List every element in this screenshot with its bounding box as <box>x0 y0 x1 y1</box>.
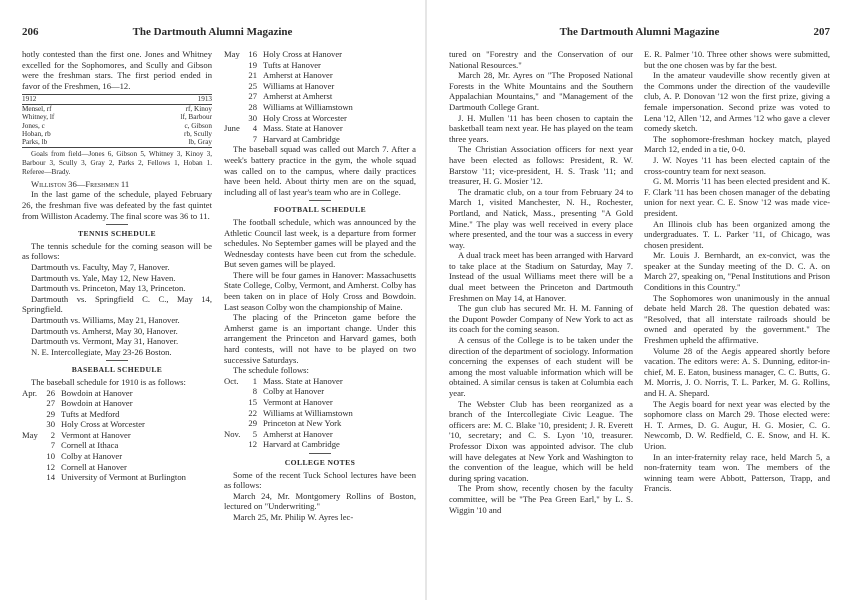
notes-paragraph: A census of the College is to be taken under the direction of the department of sociology. Information concerning the expenses of each student will be among the most valuable information which will be obtained. A similar census is taken at Columbia each year. <box>449 335 633 398</box>
right-column-1 <box>449 49 633 515</box>
baseball-intro: The baseball schedule for 1910 is as follows: <box>31 376 186 387</box>
notes-paragraph: G. M. Morris '11 has been elected president and K. F. Clark '11 has been chosen manager of the debating union for next year. C. E. Snow '12 was made vice-president. <box>644 176 830 218</box>
divider <box>309 200 331 201</box>
table-row: 28 Williams at Williamstown <box>248 101 353 112</box>
goals-summary: Goals from field—Jones 6, Gibson 5, Whitney 3, Kinoy 3, Barbour 3, Scully 3, Gray 2, Parks 2, Fellows 1, Hoban 1. Referee—Brady. <box>22 149 212 176</box>
tennis-item: Dartmouth vs. Williams, May 21, Hanover. <box>31 314 180 325</box>
right-page <box>427 0 852 600</box>
table-row: Whitney, lf lf, Barbour <box>22 113 212 122</box>
left-column-2 <box>224 49 416 523</box>
college-notes-paragraph: March 25, Mr. Philip W. Ayres lec- <box>233 511 354 522</box>
page-number-left: 206 <box>22 26 39 38</box>
table-row: 29 Princeton at New York <box>248 418 342 429</box>
basketball-intro: hotly contested than the first one. Jones and Whitney excelled for the Sophomores, and Scully and Gibson were the freshman stars. The first period ended in favor of the Freshmen, 16—12. <box>22 49 212 91</box>
notes-paragraph: A dual track meet has been arranged with Harvard to take place at the Stadium on Saturday, May 7. Instead of the usual Williams meet there will be a dual meet between the Princeton and Dartmouth Freshmen on May 14, at Hanover. <box>449 250 633 303</box>
table-row: May 2 Vermont at Hanover <box>22 429 131 440</box>
table-row: 15 Vermont at Hanover <box>248 397 333 407</box>
table-row: Jones, c c, Gibson <box>22 121 212 130</box>
table-row: 14 University of Vermont at Burlington <box>46 472 186 483</box>
running-head-right: The Dartmouth Alumni Magazine <box>559 26 720 38</box>
college-notes-paragraph: March 24, Mr. Montgomery Rollins of Boston, lectured on "Underwriting." <box>224 490 416 512</box>
tennis-item: N. E. Intercollegiate, May 23-26 Boston. <box>31 346 172 357</box>
notes-paragraph: The dramatic club, on a tour from February 24 to March 1, visited Manchester, N. H., Rochester, Portland, and Natick, Mass., presenting "A Gold Mine." The play was well received in every place where presented, and the tour was a success in every way. <box>449 186 633 250</box>
divider <box>309 453 331 454</box>
table-row: 30 Holy Cross at Worcester <box>248 112 347 123</box>
table-row: Parks, lb lb, Gray <box>22 138 212 147</box>
table-row: 21 Amherst at Hanover <box>248 70 333 81</box>
table-row: 19 Tufts at Hanover <box>248 59 321 70</box>
williston-paragraph: In the last game of the schedule, played February 26, the freshman five was defeated by the fast quintet from Williston Academy. The final score was 36 to 11. <box>22 189 212 221</box>
college-notes-heading: COLLEGE NOTES <box>284 457 356 467</box>
notes-paragraph: Volume 28 of the Aegis appeared shortly before vacation. The editors were: A. S. Dunning, editor-in-chief, M. E. Eaton, business manager, C. C. Butts, G. M. Morris, J. O. Norris, T. L. Parker, M. G. Rollins, and H. A. Shepard. <box>644 345 830 398</box>
table-row: May 16 Holy Cross at Hanover <box>224 49 343 59</box>
tennis-intro: The tennis schedule for the coming season will be as follows: <box>22 240 212 262</box>
baseball-squad-paragraph: The baseball squad was called out March 7. After a week's battery practice in the gym, the whole squad was called on to the campus, where daily practices have been held. About thirty men are on the squad, including all of last year's team who are in College. <box>224 144 416 197</box>
lineup-year-1912: 1912 <box>22 95 118 104</box>
football-paragraph: There will be four games in Hanover: Massachusetts State College, Colby, Vermont, and Amherst. Colby has been taken on in place of Holy Cross and Bowdoin. Last season Colby won the championship of Maine. <box>224 269 416 312</box>
left-page <box>0 0 425 600</box>
table-row: 10 Colby at Hanover <box>46 451 123 462</box>
lineup-year-1913: 1913 <box>118 95 212 104</box>
divider <box>106 224 128 225</box>
notes-paragraph: The Webster Club has been reorganized as a branch of the Intercollegiate Civic League. The officers are: M. C. Blake '10, president; J. R. Everett '10, secretary; and C. S. Lyon '10, treasurer. Professor Dixon was appointed advisor. The club will have delegates at New York and Washington to the convention of the league, which will be held during spring vacation. <box>449 398 633 483</box>
notes-paragraph: In an inter-fraternity relay race, held March 5, a non-fraternity team won. The members of the winning team were Abbott, Patterson, Trapp, and Francis. <box>644 451 830 494</box>
table-row: 7 Harvard at Cambridge <box>252 133 340 144</box>
tennis-item: Dartmouth vs. Faculty, May 7, Hanover. <box>31 261 170 272</box>
lineup-table <box>22 94 212 147</box>
table-row: 7 Cornell at Ithaca <box>50 440 119 451</box>
notes-paragraph: J. H. Mullen '11 has been chosen to captain the basketball team next year. He has played on the team three years. <box>449 112 633 144</box>
baseball-heading: BASEBALL SCHEDULE <box>71 365 163 375</box>
tennis-item: Dartmouth vs. Princeton, May 13, Princeton. <box>31 283 186 294</box>
notes-paragraph: The Prom show, recently chosen by the faculty committee, will be "The Pea Green Earl," by L. S. Wiggin '10 and <box>449 483 633 515</box>
table-row: 27 Amherst at Amherst <box>248 91 333 102</box>
notes-paragraph: In the amateur vaudeville show recently given at the Commons under the direction of the vaudeville club, A. P. Donovan '12 won the first prize, giving a female impersonation. Second prize was voted to Lena '12, Allen '12, and Armes '12 who gave a clever comedy sketch. <box>644 70 830 134</box>
notes-paragraph: March 28, Mr. Ayres on "The Proposed National Forests in the White Mountains and the Southern Appalachian Mountains," and "Management of the Dartmouth College Grant. <box>449 70 633 112</box>
tennis-item: Dartmouth vs. Amherst, May 30, Hanover. <box>31 325 178 336</box>
tennis-item: Dartmouth vs. Yale, May 12, New Haven. <box>31 272 176 283</box>
table-row: 30 Holy Cross at Worcester <box>46 419 145 430</box>
baseball-schedule-table <box>22 388 186 483</box>
table-row: Mensel, rf rf, Kinoy <box>22 104 212 113</box>
tennis-item: Dartmouth vs. Vermont, May 31, Hanover. <box>31 336 179 347</box>
notes-paragraph: J. W. Noyes '11 has been elected captain of the cross-country team for next season. <box>644 154 830 176</box>
notes-paragraph: tured on "Forestry and the Conservation of our National Resources." <box>449 49 633 70</box>
table-row: 8 Colby at Hanover <box>252 386 325 397</box>
table-row: June 4 Mass. State at Hanover <box>224 123 343 134</box>
table-row: Oct. 1 Mass. State at Hanover <box>224 375 343 386</box>
football-schedule-table <box>224 376 353 450</box>
table-row: 12 Cornell at Hanover <box>46 461 127 472</box>
page-number-right: 207 <box>813 26 830 38</box>
notes-paragraph: The Christian Association officers for next year have been elected as follows: President, R. W. Barstow '11; vice-president, H. S. Trask '11; and treasurer, H. G. Mosier '12. <box>449 144 633 187</box>
notes-paragraph: Mr. Louis J. Bernhardt, an ex-convict, was the speaker at the Sunday meeting of the D. C. A. on March 27, speaking on, "Penal Institutions and Prison Conditions in this Country." <box>644 250 830 293</box>
right-column-2 <box>644 49 830 494</box>
table-row: 12 Harvard at Cambridge <box>248 439 340 450</box>
notes-paragraph: The gun club has secured Mr. H. M. Fanning of the Dupont Powder Company of New York to act as its coach for the coming season. <box>449 303 633 335</box>
table-row: Apr. 26 Bowdoin at Hanover <box>22 387 133 398</box>
notes-paragraph: The Aegis board for next year was elected by the sophomore class on March 29. Those elected were: H. T. Armes, D. G. Augur, H. G. Mosier, C. G. Newcomb, D. W. Redfield, C. E. Snow, and H. K. Urion. <box>644 398 830 451</box>
left-column-1 <box>22 49 212 483</box>
football-paragraph: The placing of the Princeton game before the Amherst game is an important change. Under this arrangement the Princeton and Harvard games, both hard contests, will not have to be played on two successive Saturdays. <box>224 312 416 365</box>
table-row: 22 Williams at Williamstown <box>248 407 353 418</box>
running-head-left: The Dartmouth Alumni Magazine <box>132 26 293 38</box>
notes-paragraph: An Illinois club has been organized among the undergraduates. T. L. Parker '11, of Chicago, was chosen president. <box>644 218 830 250</box>
notes-paragraph: E. R. Palmer '10. Three other shows were submitted, but the one chosen was by far the best. <box>644 49 830 70</box>
table-row: 29 Tufts at Medford <box>46 408 120 419</box>
notes-paragraph: The sophomore-freshman hockey match, played March 12, ended in a tie, 0-0. <box>644 133 830 155</box>
football-paragraph: The football schedule, which was announced by the Athletic Council last week, is a departure from former schedules. No September games will be played and the Wednesday contests have been cut from the schedule. But seven games will be played. <box>224 216 416 270</box>
table-row: Hoban, rb rb, Scully <box>22 130 212 138</box>
tennis-heading: TENNIS SCHEDULE <box>78 229 156 239</box>
table-row: 27 Bowdoin at Hanover <box>46 398 133 409</box>
table-row: Nov. 5 Amherst at Hanover <box>224 428 333 439</box>
football-paragraph: The schedule follows: <box>233 365 309 376</box>
baseball-schedule-continued <box>224 49 353 144</box>
football-heading: FOOTBALL SCHEDULE <box>273 205 367 215</box>
divider <box>106 360 128 361</box>
college-notes-paragraph: Some of the recent Tuck School lectures have been as follows: <box>224 469 416 491</box>
table-row: 25 Williams at Hanover <box>248 80 335 91</box>
notes-paragraph: The Sophomores won unanimously in the annual debate held March 28. The question debated was: "Resolved, that all interstate railroads should be owned and operated by the government." The Freshmen upheld the affirmative. <box>644 292 830 346</box>
williston-heading: Williston 36—Freshmen 11 <box>31 178 130 189</box>
tennis-item: Dartmouth vs. Springfield C. C., May 14, Springfield. <box>22 293 212 315</box>
